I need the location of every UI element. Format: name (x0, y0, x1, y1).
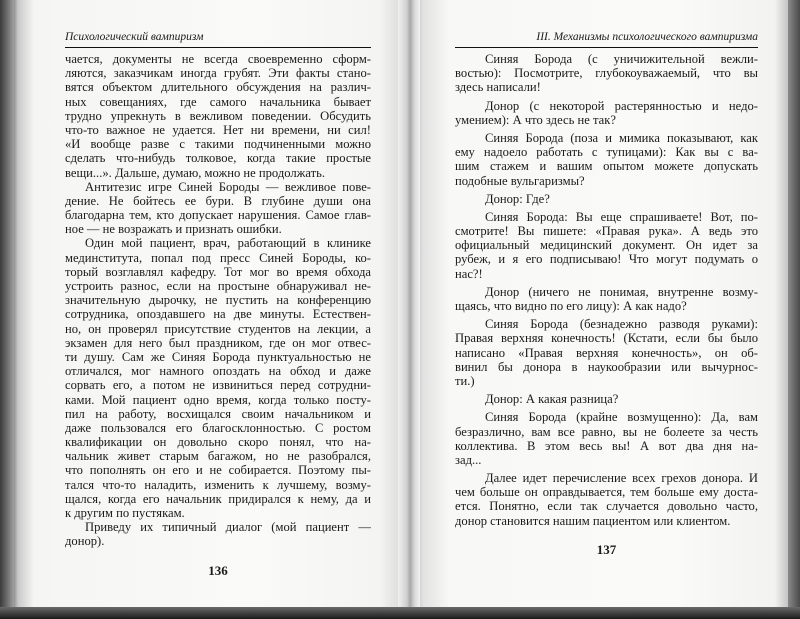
text-line: Донор: Где? (485, 191, 550, 206)
text-line: Синяя Борода (поза и мимика показывают, как (485, 130, 758, 145)
text-line: Антитезис игре Синей Бороды — вежливое пове- (85, 179, 371, 194)
text-line: тался что-то наладить, изменить к лучшему, возму- (65, 477, 371, 492)
text-line: донор). (65, 534, 105, 549)
right-page-text (455, 30, 758, 558)
text-line: экзамен для него был праздником, где он мог отвес- (65, 335, 371, 350)
text-line: безразлично, вам все равно, вы не болеете за честь (455, 424, 758, 439)
text-line: Синяя Борода (крайне возмущенно): Да, вам (485, 410, 758, 425)
paragraph (65, 236, 371, 520)
text-line: но, он проверял присутствие студентов на лекции, а (65, 321, 371, 336)
text-line: ных совещаниях, где самого начальника бывает (65, 94, 371, 109)
dialog-line (455, 285, 758, 313)
dialog-line (455, 192, 758, 206)
dialog-line (455, 317, 758, 388)
text-line: ками. Мой пациент одно время, когда только посту- (65, 392, 371, 407)
paragraph (65, 180, 371, 237)
text-line: ти душу. Сам же Синяя Борода пунктуальностью не (65, 349, 371, 364)
text-line: Донор (с некоторой растерянностью и недо- (485, 98, 758, 113)
page-number-right: 137 (596, 541, 617, 557)
text-line: умением): А что здесь не так? (455, 112, 616, 127)
left-page-body (65, 52, 371, 549)
text-line: сотрудника, опоздавшего на две минуты. Естествен- (65, 307, 371, 322)
text-line: даже пользовался его благосклонностью. С ростом (65, 420, 371, 435)
text-line: шим стажем и вашим опытом можете допускать (455, 159, 758, 174)
text-line: щаясь, что видно по его лицу): А как надо? (455, 299, 687, 313)
text-line: мединститута, попал под пресс Синей Бороды, ко- (65, 250, 371, 265)
text-line: щался, когда его начальник придирался к нему, да и (65, 491, 371, 506)
right-page-body (455, 52, 758, 467)
book-gutter (398, 0, 420, 612)
text-line: Один мой пациент, врач, работающий в клинике (85, 236, 371, 251)
text-line: сделать что-нибудь толковое, когда такие простые (65, 151, 371, 166)
text-line: официальный медицинский документ. Он идет за (455, 238, 758, 253)
text-line: Приведу их типичный диалог (мой пациент — (85, 520, 371, 535)
left-page-text (65, 30, 371, 579)
paragraph (455, 471, 758, 528)
text-line: значительную дырочку, не пустить на конференцию (65, 293, 371, 308)
paragraph (65, 520, 371, 548)
text-line: к другим по пустякам. (65, 506, 185, 520)
scan-edge-bottom (0, 607, 800, 619)
text-line: благодарна тем, кто допускает нарушения. Самое глав- (65, 208, 371, 223)
text-line: зад... (455, 452, 482, 467)
text-line: Синяя Борода (с уничижительной вежли- (485, 52, 758, 66)
text-line: винил бы донора в наукообразии или вычурнос- (455, 359, 758, 374)
text-line: вещи...». Дальше, думаю, можно не продолжать. (65, 165, 326, 180)
text-line: ное — не возражать и признать ошибки. (65, 222, 282, 237)
text-line: подобные вульгаризмы? (455, 173, 585, 188)
dialog-line (455, 131, 758, 188)
text-line: чем больше он оправдывается, тем больше ему доста- (455, 485, 758, 500)
text-line: что-то важное не удается. Нет ни времени, ни сил! (65, 122, 371, 137)
text-line: Синяя Борода: Вы еще спрашиваете! Вот, по- (485, 209, 758, 224)
text-line: чается, документы не всегда своевременно сформ- (65, 52, 371, 66)
text-line: Правая верхняя конечность! (Кстати, если бы было (455, 331, 758, 346)
text-line: ется. Понятно, если так случается довольно часто, (455, 499, 758, 514)
text-line: устроить разнос, если на простыне обнаруживал не- (65, 279, 371, 293)
text-line: Донор: А какая разница? (485, 392, 619, 407)
text-line: смотрите! Вы пишете: «Правая рука». А ведь это (455, 224, 758, 239)
text-line: здесь написали! (455, 80, 541, 95)
text-line: востью): Посмотрите, глубокоуважаемый, что вы (455, 66, 758, 81)
text-line: донор становится нашим пациентом или клиентом. (455, 513, 731, 528)
text-line: вятся объектом длительного обсуждения на различ- (65, 80, 371, 95)
text-line: торый возглавлял кафедру. Тот мог во время обхода (65, 264, 371, 279)
right-running-head: III. Механизмы психологического вампиризма (455, 30, 758, 48)
dialog-line (455, 210, 758, 281)
text-line: коллектива. В этом весь вы! А вот два дня на- (455, 438, 758, 453)
dialog-line (455, 52, 758, 95)
text-line: квалификации он довольно скоро понял, что на- (65, 435, 371, 450)
right-closing-paragraph (455, 471, 758, 528)
text-line: написано «Правая верхняя конечность», он об- (455, 345, 758, 360)
text-line: ти.) (455, 373, 475, 388)
paragraph (65, 52, 371, 180)
text-line: что пополнять он его и не собирается. Поэтому пы- (65, 463, 371, 478)
text-line: сорвать его, а потом не извиниться перед сотрудни- (65, 378, 371, 393)
left-running-head: Психологический вампиризм (65, 30, 371, 48)
text-line: трудно упрекнуть в вежливом поведении. Обсудить (65, 108, 371, 123)
text-line: рубеж, и я его подписываю! Что могут подумать о (455, 252, 758, 267)
text-line: Синяя Борода (безнадежно разводя руками): (485, 317, 758, 332)
scan-edge-right (788, 0, 800, 619)
text-line: пил на работу, восхищался своим начальником и (65, 406, 371, 421)
text-line: дение. Не бойтесь ее бури. В глубине души она (65, 193, 371, 208)
text-line: чальник живет старым багажом, но не разобрался, (65, 449, 371, 464)
text-line: ему надоело работать с тупицами): Как вы с ва- (455, 145, 758, 160)
text-line: Донор (ничего не понимая, внутренне возму- (485, 284, 758, 299)
page-number-left: 136 (208, 562, 228, 578)
dialog-line (455, 99, 758, 127)
text-line: ляются, заказчикам иногда грубят. Эти факты стано- (65, 66, 371, 81)
scan-edge-left (0, 0, 14, 619)
dialog-line (455, 410, 758, 467)
text-line: отличался, мог намного опоздать на обход и даже (65, 364, 371, 379)
text-line: Далее идет перечисление всех грехов донора. И (485, 471, 758, 486)
text-line: нас?! (455, 266, 483, 281)
dialog-line (455, 392, 758, 406)
text-line: «И вообще разве с такими подчиненными можно (65, 137, 371, 152)
